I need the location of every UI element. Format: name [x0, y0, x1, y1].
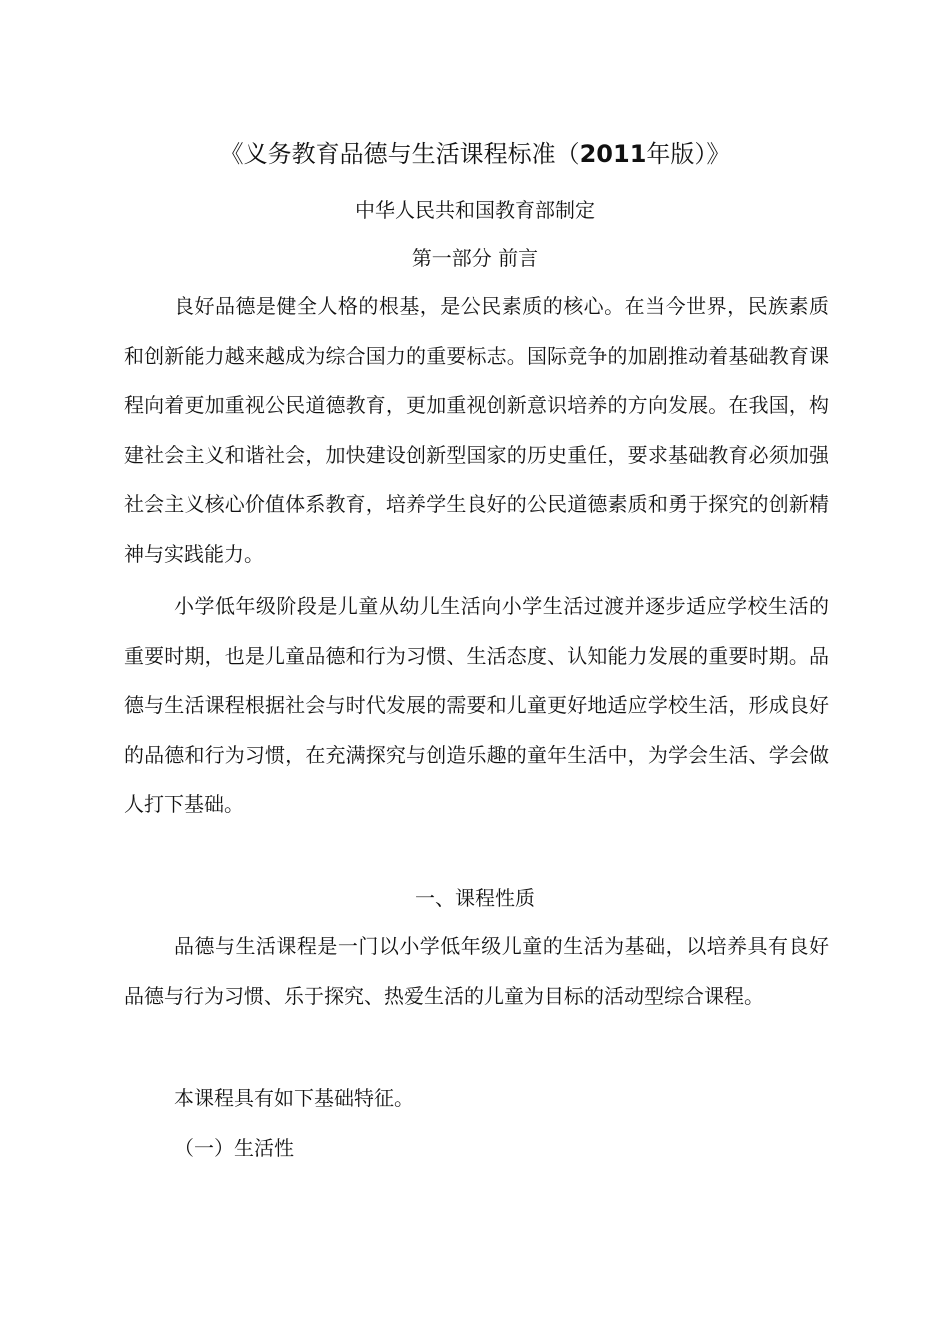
document-title — [0, 134, 950, 174]
title-year: 2011 — [579, 140, 647, 168]
title-suffix: 年版）》 — [646, 140, 731, 168]
section-heading: 一、课程性质 — [415, 886, 535, 910]
issuer-line: 中华人民共和国教育部制定 — [355, 198, 595, 222]
preface-paragraph-1: 良好品德是健全人格的根基，是公民素质的核心。在当今世界，民族素质和创新能力越来越成为综合国力的重要标志。国际竞争的加剧推动着基础教育课程向着更加重视公民道德教育，更加重视创新意识培养的方向发展。在我国，构建社会主义和谐社会，加快建设创新型国家的历史重任，要求基础教育必须加强社会主义核心价值体系教育，培养学生良好的公民道德素质和勇于探究的创新精神与实践能力。 — [124, 294, 829, 566]
title-prefix: 《义务教育品德与生活课程标准（ — [219, 140, 580, 168]
feature-intro: 本课程具有如下基础特征。 — [174, 1086, 414, 1110]
feature-item-heading: （一）生活性 — [174, 1136, 294, 1160]
section-paragraph: 品德与生活课程是一门以小学低年级儿童的生活为基础，以培养具有良好品德与行为习惯、乐于探究、热爱生活的儿童为目标的活动型综合课程。 — [124, 934, 829, 1008]
preface-paragraph-2: 小学低年级阶段是儿童从幼儿生活向小学生活过渡并逐步适应学校生活的重要时期，也是儿童品德和行为习惯、生活态度、认知能力发展的重要时期。品德与生活课程根据社会与时代发展的需要和儿童更好地适应学校生活，形成良好的品德和行为习惯，在充满探究与创造乐趣的童年生活中，为学会生活、学会做人打下基础。 — [124, 594, 829, 816]
part-heading: 第一部分 前言 — [411, 246, 539, 270]
